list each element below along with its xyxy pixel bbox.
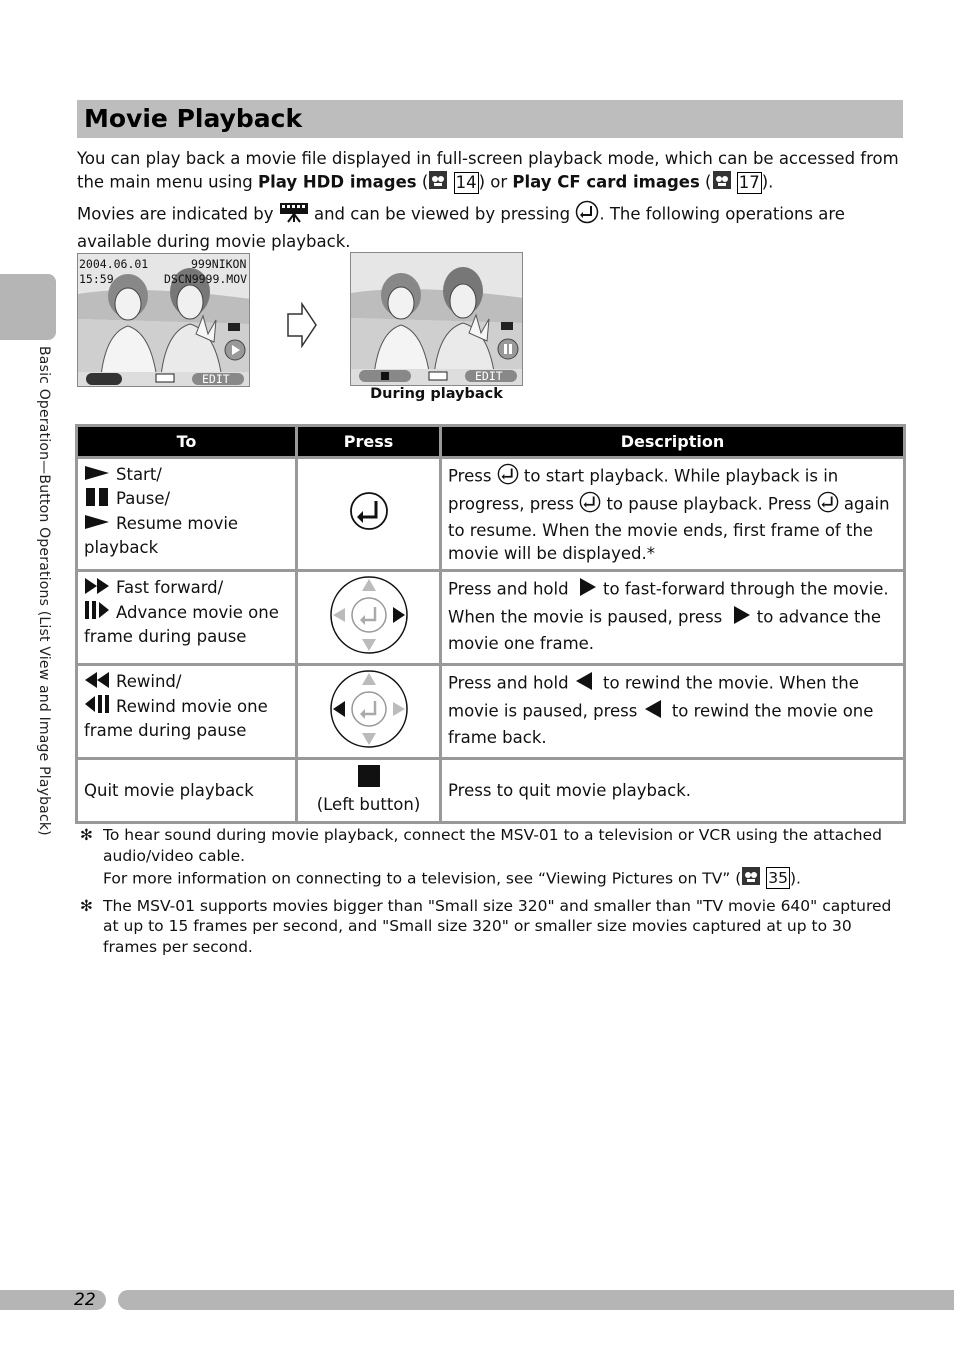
chapter-side-label: Basic Operation—Button Operations (List View and Image Playback) — [36, 346, 52, 836]
table-row — [77, 458, 905, 571]
reference-icon — [712, 170, 732, 196]
table-row — [77, 665, 905, 759]
table-row — [77, 571, 905, 665]
asterisk-icon: ✻ — [80, 826, 93, 844]
osd-time: 15:59 — [79, 272, 114, 286]
footnote: ✻ The MSV-01 supports movies bigger than "Small size 320" and smaller than "TV movie 640" captured at up to 15 frames per second, and "Small size 320" or smaller size movies captured at up to 30 frames per second. — [80, 896, 892, 956]
footnotes — [78, 825, 903, 961]
screen-full-frame-playback — [77, 253, 250, 387]
page-ref-link[interactable]: 14 — [455, 172, 477, 192]
column-header-press: Press — [297, 426, 441, 458]
play-icon — [84, 464, 110, 487]
screen-during-playback — [350, 252, 523, 386]
page-title: Movie Playback — [84, 104, 303, 133]
page-number: 22 — [74, 1290, 96, 1310]
play-icon — [84, 513, 110, 536]
table-row — [77, 759, 905, 823]
intro-paragraph-1: You can play back a movie file displayed in full-screen playback mode, which can be accessed from the main menu using Play HDD images ( 14 ) or Play CF card images ( 17 ). — [77, 147, 907, 196]
cell-description: Press to quit movie playback. — [441, 759, 905, 823]
fast-forward-icon — [84, 577, 110, 601]
enter-button-icon — [817, 491, 839, 519]
osd-folder: 999NIKON — [191, 257, 247, 271]
multi-selector-left-icon — [329, 734, 409, 753]
movie-icon — [279, 201, 309, 229]
osd-edit-label: EDIT — [475, 369, 503, 383]
cell-press — [297, 571, 441, 665]
footer-bar — [118, 1290, 954, 1310]
page-ref-link[interactable]: 17 — [738, 172, 760, 192]
cell-to: Fast forward/ Advance movie one frame during pause — [77, 571, 297, 665]
footnote: ✻ To hear sound during movie playback, connect the MSV-01 to a television or VCR using the attached audio/video cable. For more information on connecting to a television, see “Viewing Pictures on TV” ( 35 ). — [78, 825, 903, 892]
intro-text — [77, 147, 907, 257]
photo-two-women — [351, 253, 523, 386]
cell-press — [297, 665, 441, 759]
cell-to: Quit movie playback — [77, 759, 297, 823]
enter-button-icon — [575, 200, 599, 230]
left-arrow-icon — [574, 670, 598, 698]
osd-edit-label: EDIT — [202, 372, 230, 386]
enter-button-icon — [497, 463, 519, 491]
osd-filename: DSCN9999.MOV — [164, 272, 248, 286]
left-arrow-icon — [643, 698, 667, 726]
menu-item-play-cf: Play CF card images — [512, 172, 700, 192]
page-ref-link[interactable]: 35 — [768, 869, 788, 888]
right-arrow-icon — [574, 576, 598, 604]
section-title-bar — [77, 100, 903, 138]
reference-icon — [741, 866, 761, 892]
stop-icon — [300, 765, 437, 793]
chapter-tab — [0, 274, 56, 340]
rewind-icon — [84, 671, 110, 695]
osd-date: 2004.06.01 — [79, 257, 149, 271]
screen-caption: During playback — [370, 386, 503, 402]
multi-selector-right-icon — [329, 640, 409, 659]
cell-press — [297, 759, 441, 823]
cell-to: Rewind/ Rewind movie one frame during pause — [77, 665, 297, 759]
frame-rewind-icon — [84, 695, 110, 719]
enter-button-icon — [349, 516, 389, 535]
enter-button-icon — [579, 491, 601, 519]
menu-item-play-hdd: Play HDD images — [258, 172, 417, 192]
table-header-row — [77, 426, 905, 458]
cell-description: Press to start playback. While playback is in progress, press to pause playback. Press again to resume. When the movie ends, first frame of the movie will be displayed.* — [441, 458, 905, 571]
asterisk-icon: ✻ — [80, 896, 93, 915]
column-header-description: Description — [441, 426, 905, 458]
pause-icon — [84, 488, 110, 512]
arrow-right-icon — [286, 302, 318, 352]
cell-press — [297, 458, 441, 571]
cell-description: Press and hold to fast-forward through the movie. When the movie is paused, press to advance the movie one frame. — [441, 571, 905, 665]
cell-description: Press and hold to rewind the movie. When the movie is paused, press to rewind the movie one frame back. — [441, 665, 905, 759]
right-arrow-icon — [728, 604, 752, 632]
cell-to: Start/ Pause/ Resume movie playback — [77, 458, 297, 571]
column-header-to: To — [77, 426, 297, 458]
left-button-label: (Left button) — [316, 795, 421, 814]
frame-advance-icon — [84, 601, 110, 625]
intro-paragraph-2: Movies are indicated by and can be viewed by pressing . The following operations are available during movie playback. — [77, 200, 907, 253]
operations-table — [75, 424, 906, 824]
reference-icon — [428, 170, 448, 196]
